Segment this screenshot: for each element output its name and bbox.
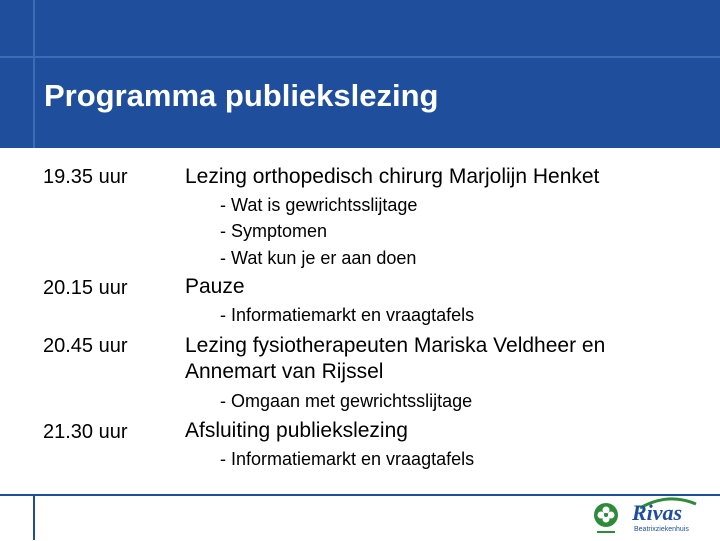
time-4: 21.30 uur [43,421,128,443]
header-bar [0,0,720,148]
time-3: 20.45 uur [43,335,128,357]
time-2: 20.15 uur [43,277,128,299]
detail-3-1: - Omgaan met gewrichtsslijtage [220,391,473,411]
detail-1-3: - Wat kun je er aan doen [220,248,417,268]
item-2: Pauze [185,275,245,298]
item-4: Afsluiting publiekslezing [185,419,408,442]
footer-divider-vertical [33,496,35,540]
header-divider-vertical [33,0,35,148]
time-1: 19.35 uur [43,166,128,188]
detail-1-2: - Symptomen [220,221,328,241]
flower-clover-icon [591,502,621,536]
item-1: Lezing orthopedisch chirurg Marjolijn Henket [185,165,600,188]
item-3-line-2: Annemart van Rijssel [185,360,384,383]
rivas-logo-subtext: Beatrixziekenhuis [634,526,689,533]
detail-2-1: - Informatiemarkt en vraagtafels [220,305,475,325]
footer-divider-horizontal [0,494,720,496]
header-divider-horizontal [0,56,720,58]
rivas-logo-text: Rivas [632,500,683,525]
detail-4-1: - Informatiemarkt en vraagtafels [220,449,475,469]
slide-title: Programma publiekslezing [44,78,439,113]
rivas-logo [632,500,702,538]
detail-1-1: - Wat is gewrichtsslijtage [220,195,418,215]
item-3-line-1: Lezing fysiotherapeuten Mariska Veldheer en [185,334,606,357]
